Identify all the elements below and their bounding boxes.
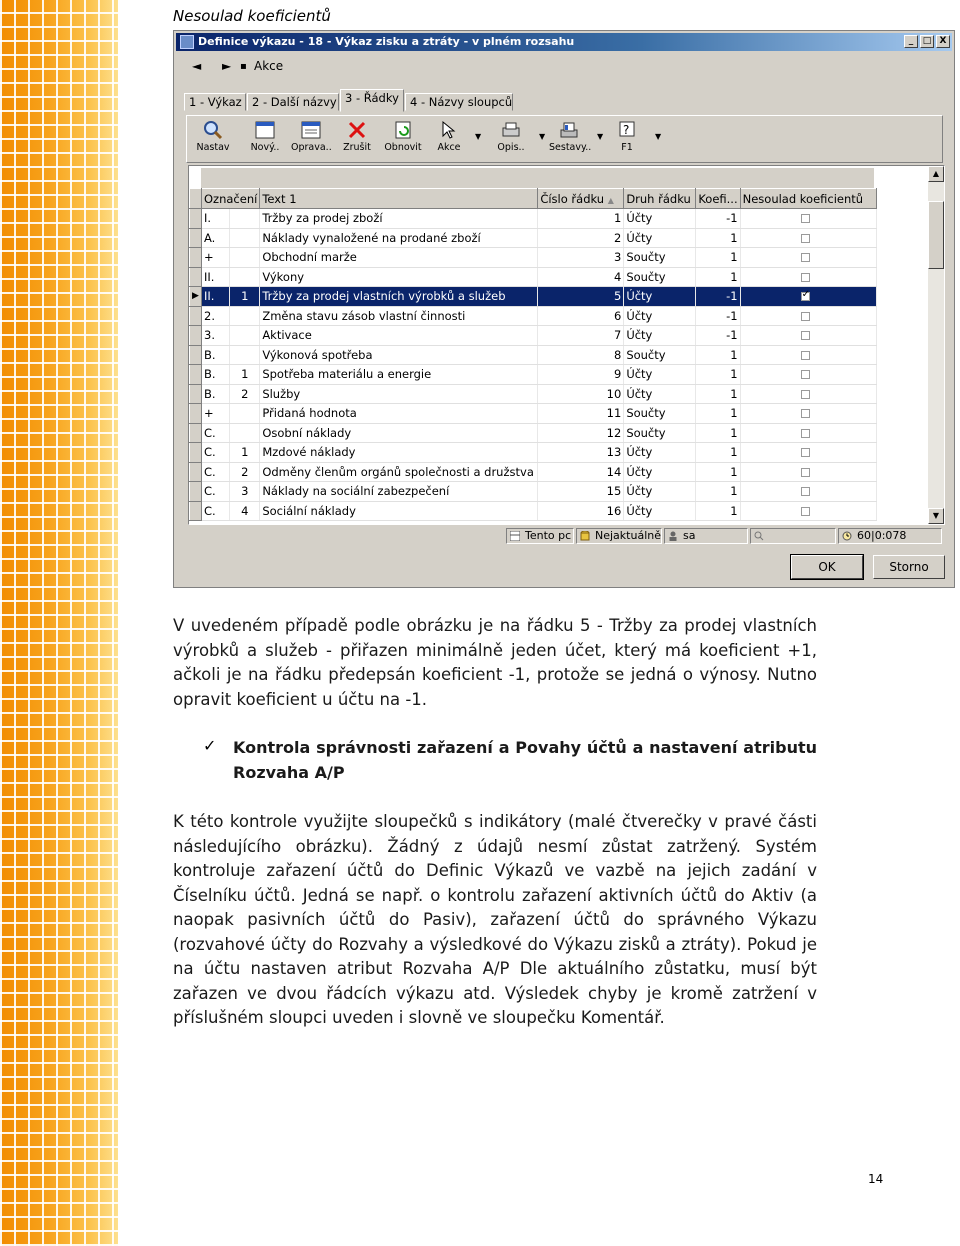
- cell-coefficient: 1: [696, 443, 740, 463]
- cell-coefficient: -1: [696, 326, 740, 346]
- cell-mismatch: [740, 326, 876, 346]
- status-bar: [184, 526, 944, 546]
- table-row[interactable]: [190, 345, 877, 365]
- cell-row-number: 2: [538, 228, 624, 248]
- cell-row-number: 6: [538, 306, 624, 326]
- minimize-button[interactable]: _: [904, 35, 918, 48]
- action-menu[interactable]: Akce: [254, 59, 284, 73]
- report-definition-window: [173, 30, 955, 588]
- scroll-down-icon[interactable]: ▼: [928, 508, 944, 524]
- cell-row-number: 7: [538, 326, 624, 346]
- row-indicator: [190, 228, 202, 248]
- cell-row-number: 4: [538, 267, 624, 287]
- page-number: 14: [868, 1172, 884, 1186]
- help-button[interactable]: ? F1: [607, 120, 647, 153]
- refresh-button[interactable]: Obnovit: [383, 120, 423, 153]
- cell-code: 2.: [202, 306, 230, 326]
- cell-mismatch: [740, 345, 876, 365]
- cell-sub: [230, 248, 260, 268]
- cell-sub: [230, 267, 260, 287]
- cell-code: I.: [202, 209, 230, 229]
- cell-row-type: Účty: [624, 482, 696, 502]
- cell-code: C.: [202, 501, 230, 521]
- vertical-scrollbar[interactable]: [928, 166, 944, 524]
- dropdown-arrow-icon[interactable]: ▼: [539, 132, 546, 141]
- cell-coefficient: -1: [696, 209, 740, 229]
- paragraph-explanation: V uvedeném případě podle obrázku je na řádku 5 - Tržby za prodej vlastních výrobků a služeb - přiřazen minimálně jeden účet, který má koeficient +1, ačkoli je na řádku předepsán koeficient -1, protože se jedná o výnosy. Nutno opravit koeficient u účtu na -1.: [173, 616, 817, 709]
- row-indicator: [190, 462, 202, 482]
- table-row[interactable]: [190, 482, 877, 502]
- cell-coefficient: -1: [696, 287, 740, 307]
- cell-mismatch: [740, 306, 876, 326]
- mismatch-checkbox[interactable]: [801, 448, 810, 457]
- cell-text: Tržby za prodej zboží: [260, 209, 538, 229]
- table-row[interactable]: [190, 306, 877, 326]
- cell-text: Výkonová spotřeba: [260, 345, 538, 365]
- cell-code: C.: [202, 423, 230, 443]
- report-icon: [558, 120, 580, 140]
- cell-row-type: Účty: [624, 209, 696, 229]
- dropdown-arrow-icon[interactable]: ▼: [475, 132, 482, 141]
- scroll-thumb[interactable]: [928, 201, 944, 269]
- forward-arrow-icon[interactable]: ►: [222, 59, 232, 73]
- cursor-action-icon: [438, 120, 460, 140]
- cell-row-number: 5: [538, 287, 624, 307]
- cell-sub: [230, 306, 260, 326]
- cell-text: Náklady vynaložené na prodané zboží: [260, 228, 538, 248]
- cell-mismatch: [740, 404, 876, 424]
- current-row-arrow-icon: ▶: [192, 291, 199, 302]
- reports-button[interactable]: Sestavy..: [549, 120, 589, 153]
- cell-row-type: Součty: [624, 345, 696, 365]
- window-title: Definice výkazu - 18 - Výkaz zisku a ztráty - v plném rozsahu: [198, 35, 575, 48]
- maximize-button[interactable]: □: [920, 35, 934, 48]
- app-icon: [180, 35, 194, 49]
- column-header-mismatch[interactable]: Nesoulad koeficientů: [740, 189, 876, 209]
- cell-text: Sociální náklady: [260, 501, 538, 521]
- tab-rows[interactable]: 3 - Řádky: [340, 89, 404, 112]
- row-indicator: [190, 345, 202, 365]
- magnifier-icon: [202, 120, 224, 140]
- row-indicator: [190, 423, 202, 443]
- cell-row-number: 16: [538, 501, 624, 521]
- cell-mismatch: [740, 267, 876, 287]
- table-row[interactable]: [190, 248, 877, 268]
- cell-row-type: Součty: [624, 248, 696, 268]
- set-filter-button[interactable]: Nastav: [193, 120, 233, 153]
- printer-icon: [500, 120, 522, 140]
- cell-code: B.: [202, 345, 230, 365]
- row-indicator-header: [190, 189, 202, 209]
- cell-coefficient: 1: [696, 423, 740, 443]
- row-indicator: [190, 384, 202, 404]
- cell-row-type: Účty: [624, 501, 696, 521]
- row-indicator: [190, 404, 202, 424]
- action-button[interactable]: Akce: [429, 120, 469, 153]
- tab-other-names[interactable]: 2 - Další názvy: [247, 93, 339, 111]
- mismatch-checkbox[interactable]: [801, 409, 810, 418]
- search-icon: [754, 531, 764, 541]
- cell-sub: 3: [230, 482, 260, 502]
- cell-text: Přidaná hodnota: [260, 404, 538, 424]
- cell-sub: [230, 423, 260, 443]
- tab-report[interactable]: 1 - Výkaz: [184, 93, 246, 111]
- cell-row-number: 13: [538, 443, 624, 463]
- cell-code: II.: [202, 267, 230, 287]
- cell-mismatch: [740, 384, 876, 404]
- svg-text:?: ?: [623, 123, 630, 137]
- table-row[interactable]: [190, 423, 877, 443]
- cell-text: Spotřeba materiálu a energie: [260, 365, 538, 385]
- help-icon: [616, 120, 638, 140]
- cell-code: C.: [202, 482, 230, 502]
- cell-row-number: 9: [538, 365, 624, 385]
- cell-sub: 1: [230, 443, 260, 463]
- table-row[interactable]: [190, 365, 877, 385]
- row-indicator: [190, 326, 202, 346]
- mismatch-checkbox[interactable]: [801, 370, 810, 379]
- status-pane-time: 60|0:078: [838, 528, 942, 544]
- table-icon: [510, 531, 520, 541]
- cell-coefficient: -1: [696, 306, 740, 326]
- new-button[interactable]: Nový..: [245, 120, 285, 153]
- mismatch-checkbox[interactable]: [801, 351, 810, 360]
- status-pane-search: [750, 528, 836, 544]
- column-header-text[interactable]: Text 1: [260, 189, 538, 209]
- cell-row-type: Součty: [624, 267, 696, 287]
- mismatch-checkbox[interactable]: [801, 331, 810, 340]
- cell-mismatch: [740, 443, 876, 463]
- cell-row-number: 8: [538, 345, 624, 365]
- status-pane-period: Nejaktuálně: [576, 528, 662, 544]
- cell-sub: [230, 228, 260, 248]
- table-row[interactable]: [190, 287, 877, 307]
- cell-code: A.: [202, 228, 230, 248]
- rows-table: [189, 188, 877, 521]
- cell-coefficient: 1: [696, 404, 740, 424]
- table-row[interactable]: [190, 384, 877, 404]
- cell-sub: 2: [230, 462, 260, 482]
- cell-sub: 2: [230, 384, 260, 404]
- cell-row-type: Účty: [624, 462, 696, 482]
- table-row[interactable]: [190, 267, 877, 287]
- column-header-code[interactable]: Označení: [202, 189, 260, 209]
- cell-code: C.: [202, 443, 230, 463]
- cell-text: Změna stavu zásob vlastní činnosti: [260, 306, 538, 326]
- cell-row-type: Účty: [624, 365, 696, 385]
- database-icon: [580, 531, 590, 541]
- cell-row-type: Účty: [624, 287, 696, 307]
- cell-mismatch: [740, 482, 876, 502]
- mismatch-checkbox[interactable]: [801, 390, 810, 399]
- table-header: [190, 189, 877, 209]
- cell-coefficient: 1: [696, 462, 740, 482]
- table-row[interactable]: [190, 443, 877, 463]
- cell-code: +: [202, 248, 230, 268]
- cell-row-type: Účty: [624, 384, 696, 404]
- table-row[interactable]: [190, 462, 877, 482]
- cell-text: Obchodní marže: [260, 248, 538, 268]
- row-indicator: [190, 209, 202, 229]
- menu-bar: [180, 57, 950, 77]
- new-window-icon: [254, 120, 276, 140]
- row-indicator: [190, 365, 202, 385]
- row-indicator: [190, 501, 202, 521]
- cell-mismatch: [740, 287, 876, 307]
- cell-text: Náklady na sociální zabezpečení: [260, 482, 538, 502]
- sort-ascending-icon: ▲: [607, 195, 614, 205]
- cell-mismatch: [740, 209, 876, 229]
- cell-row-number: 11: [538, 404, 624, 424]
- red-x-icon: [346, 120, 368, 140]
- cell-row-type: Účty: [624, 228, 696, 248]
- mismatch-checkbox[interactable]: [801, 429, 810, 438]
- cell-sub: 1: [230, 287, 260, 307]
- status-pane-user: sa: [664, 528, 748, 544]
- clock-icon: [842, 531, 852, 541]
- cell-row-number: 3: [538, 248, 624, 268]
- bullet-heading: Kontrola správnosti zařazení a Povahy účtů a nastavení atributu Rozvaha A/P: [233, 738, 817, 782]
- dropdown-arrow-icon[interactable]: ▼: [597, 132, 604, 141]
- column-header-coefficient[interactable]: Koefi...: [696, 189, 740, 209]
- scroll-up-icon[interactable]: ▲: [928, 166, 944, 182]
- cell-mismatch: [740, 365, 876, 385]
- cell-text: Tržby za prodej vlastních výrobků a služeb: [260, 287, 538, 307]
- cell-coefficient: 1: [696, 248, 740, 268]
- cell-code: C.: [202, 462, 230, 482]
- delete-button[interactable]: Zrušit: [337, 120, 377, 153]
- cell-coefficient: 1: [696, 267, 740, 287]
- cell-text: Odměny členům orgánů společnosti a družstva: [260, 462, 538, 482]
- cell-row-number: 1: [538, 209, 624, 229]
- cell-coefficient: 1: [696, 365, 740, 385]
- row-indicator: [190, 248, 202, 268]
- cell-row-number: 10: [538, 384, 624, 404]
- status-pane-scope: Tento pc: [506, 528, 574, 544]
- title-bar: [176, 33, 952, 51]
- cell-code: 3.: [202, 326, 230, 346]
- cell-sub: [230, 209, 260, 229]
- edit-form-icon: [300, 120, 322, 140]
- checkmark-icon: ✓: [203, 738, 217, 755]
- cell-text: Služby: [260, 384, 538, 404]
- mismatch-checkbox[interactable]: [801, 253, 810, 262]
- mismatch-checkbox[interactable]: [801, 234, 810, 243]
- cell-row-type: Součty: [624, 423, 696, 443]
- user-icon: [668, 531, 678, 541]
- cell-mismatch: [740, 248, 876, 268]
- cell-sub: 4: [230, 501, 260, 521]
- edit-button[interactable]: Oprava..: [291, 120, 331, 153]
- column-header-row-type[interactable]: Druh řádku: [624, 189, 696, 209]
- cell-sub: [230, 345, 260, 365]
- figure-caption: Nesoulad koeficientů: [173, 7, 331, 25]
- mismatch-checkbox[interactable]: [801, 214, 810, 223]
- mismatch-checkbox[interactable]: [801, 292, 810, 301]
- dropdown-arrow-icon[interactable]: ▼: [655, 132, 662, 141]
- cell-code: B.: [202, 365, 230, 385]
- cell-text: Mzdové náklady: [260, 443, 538, 463]
- cell-row-number: 12: [538, 423, 624, 443]
- action-menu-icon: ▪: [240, 61, 247, 72]
- table-row[interactable]: [190, 228, 877, 248]
- mismatch-checkbox[interactable]: [801, 487, 810, 496]
- cell-sub: [230, 326, 260, 346]
- cell-code: II.: [202, 287, 230, 307]
- table-row[interactable]: [190, 209, 877, 229]
- cell-coefficient: 1: [696, 501, 740, 521]
- ok-button[interactable]: OK: [791, 555, 863, 579]
- column-header-row-number[interactable]: Číslo řádku ▲: [538, 189, 624, 209]
- mismatch-checkbox[interactable]: [801, 507, 810, 516]
- cell-mismatch: [740, 501, 876, 521]
- decorative-grid-stripe: [0, 0, 118, 1246]
- cell-coefficient: 1: [696, 228, 740, 248]
- cell-text: Výkony: [260, 267, 538, 287]
- cell-row-number: 14: [538, 462, 624, 482]
- refresh-icon: [392, 120, 414, 140]
- row-indicator: [190, 287, 202, 307]
- cell-row-type: Účty: [624, 443, 696, 463]
- paragraph-check-description: K této kontrole využijte sloupečků s indikátory (malé čtverečky v pravé části následujícího obrázku). Žádný z údajů nesmí zůstat zatržený. Systém kontroluje zařazení účtů do Definic Výkazů ve vazbě na jejich zadání v Číselníku účtů. Jedná se např. o kontrolu zařazení aktivních účtů do Aktiv (a naopak pasivních účtů do Pasiv), zařazení účtů do správného Výkazu (rozvahové účty do Rozvahy a výsledkové do Výkazu zisků a ztráty). Pokud je na účtu nastaven atribut Rozvaha A/P Dle aktuálního zůstatku, musí být zařazen ve dvou řádcích výkazu atd. Výsledek chyby je kromě zatržení v příslušném sloupci uveden i slovně ve sloupečku Komentář.: [173, 812, 817, 1027]
- cell-coefficient: 1: [696, 482, 740, 502]
- close-button[interactable]: X: [936, 35, 950, 48]
- cell-coefficient: 1: [696, 345, 740, 365]
- rows-grid: [188, 165, 945, 525]
- cancel-button[interactable]: Storno: [873, 555, 945, 579]
- mismatch-checkbox[interactable]: [801, 468, 810, 477]
- toolbar: [186, 115, 943, 163]
- back-arrow-icon[interactable]: ◄: [192, 59, 202, 73]
- cell-row-type: Účty: [624, 326, 696, 346]
- cell-text: Aktivace: [260, 326, 538, 346]
- cell-sub: 1: [230, 365, 260, 385]
- cell-mismatch: [740, 462, 876, 482]
- table-row[interactable]: [190, 326, 877, 346]
- row-indicator: [190, 267, 202, 287]
- cell-mismatch: [740, 228, 876, 248]
- tab-column-names[interactable]: 4 - Názvy sloupců: [405, 93, 513, 111]
- table-row[interactable]: [190, 404, 877, 424]
- row-indicator: [190, 443, 202, 463]
- cell-row-type: Účty: [624, 306, 696, 326]
- cell-text: Osobní náklady: [260, 423, 538, 443]
- table-row[interactable]: [190, 501, 877, 521]
- cell-code: +: [202, 404, 230, 424]
- cell-row-number: 15: [538, 482, 624, 502]
- mismatch-checkbox[interactable]: [801, 273, 810, 282]
- mismatch-checkbox[interactable]: [801, 312, 810, 321]
- row-indicator: [190, 482, 202, 502]
- print-button[interactable]: Opis..: [491, 120, 531, 153]
- cell-sub: [230, 404, 260, 424]
- cell-coefficient: 1: [696, 384, 740, 404]
- grouping-row: [201, 168, 874, 188]
- row-indicator: [190, 306, 202, 326]
- cell-code: B.: [202, 384, 230, 404]
- cell-mismatch: [740, 423, 876, 443]
- cell-row-type: Součty: [624, 404, 696, 424]
